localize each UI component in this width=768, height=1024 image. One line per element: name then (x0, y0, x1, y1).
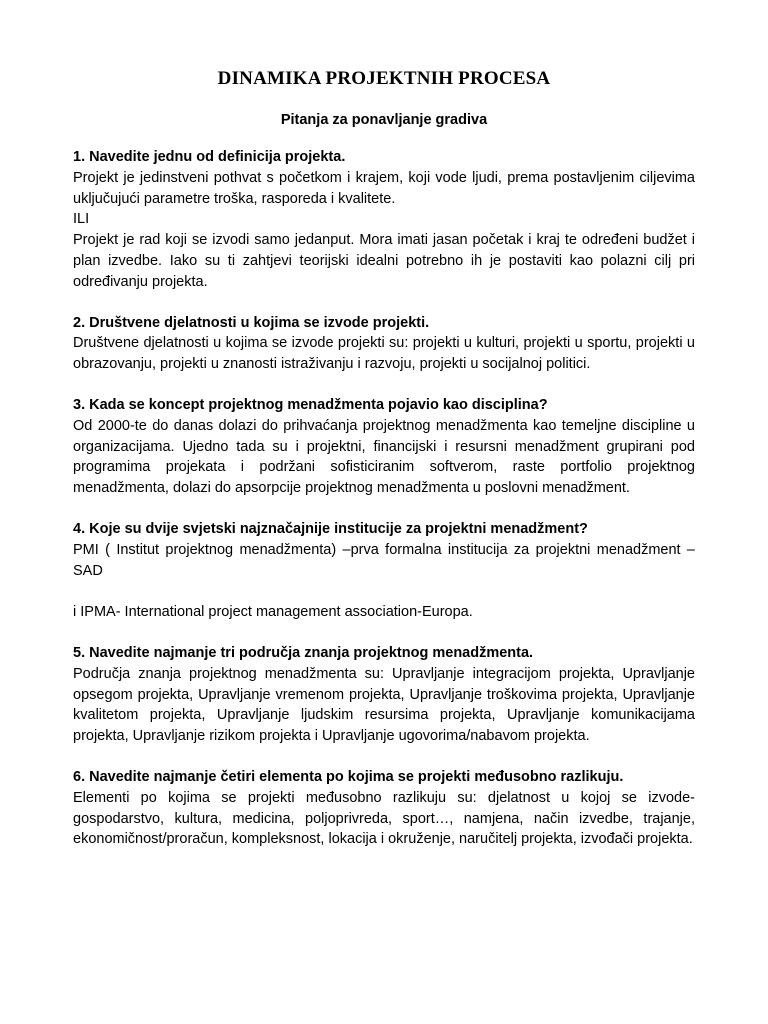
answer-paragraph: Društvene djelatnosti u kojima se izvode projekti su: projekti u kulturi, projekti u sportu, projekti u obrazovanju, projekti u znanosti istraživanju i razvoju, projekti u socijalnoj politici. (73, 335, 695, 373)
question-heading: 2. Društvene djelatnosti u kojima se izvode projekti. (73, 314, 430, 331)
document-subtitle: Pitanja za ponavljanje gradiva (280, 112, 488, 128)
answer-paragraph: i IPMA- International project management association-Europa. (73, 604, 473, 621)
question-section-6 (73, 767, 695, 850)
question-heading: 3. Kada se koncept projektnog menadžmenta pojavio kao disciplina? (73, 396, 548, 413)
question-section-2 (73, 313, 695, 375)
answer-paragraph: Projekt je jedinstveni pothvat s početkom i krajem, koji vode ljudi, prema postavljenim ciljevima uključujući parametre troška, rasporeda i kvalitete. (73, 169, 695, 207)
question-heading: 5. Navedite najmanje tri područja znanja projektnog menadžmenta. (73, 644, 534, 661)
answer-paragraph: ILI (73, 211, 90, 228)
question-section-3 (73, 395, 695, 499)
question-section-1 (73, 147, 695, 293)
answer-paragraph: Područja znanja projektnog menadžmenta su: Upravljanje integracijom projekta, Upravljanje opsegom projekta, Upravljanje vremenom projekta, Upravljanje troškovima projekta, Upravljanje kvalitetom projekta, Upravljanje ljudskim resursima projekta, Upravljanje komunikacijama projekta, Upravljanje rizikom projekta i Upravljanje ugovorima/nabavom projekta. (73, 665, 695, 745)
answer-paragraph: Elementi po kojima se projekti međusobno razlikuju su: djelatnost u kojoj se izvode-gospodarstvo, kultura, medicina, poljoprivreda, sport…, namjena, način izvedbe, trajanje, ekonomičnost/proračun, kompleksnost, lokacija i okruženje, naručitelj projekta, izvođači projekta. (73, 789, 695, 848)
document-title: DINAMIKA PROJEKTNIH PROCESA (217, 68, 551, 89)
question-section-4 (73, 519, 695, 623)
question-section-5 (73, 643, 695, 747)
answer-paragraph: PMI ( Institut projektnog menadžmenta) –prva formalna institucija za projektni menadžment –SAD (73, 541, 695, 579)
question-heading: 1. Navedite jednu od definicija projekta. (73, 149, 346, 165)
question-heading: 6. Navedite najmanje četiri elementa po kojima se projekti međusobno razlikuju. (73, 768, 624, 785)
question-heading: 4. Koje su dvije svjetski najznačajnije institucije za projektni menadžment? (73, 520, 588, 537)
answer-paragraph: Projekt je rad koji se izvodi samo jedanput. Mora imati jasan početak i kraj te određeni budžet i plan izvedbe. Iako su ti zahtjevi teorijski idealni potrebno ih je postaviti kao polazni cilj pri određivanju projekta. (73, 232, 695, 290)
answer-paragraph: Od 2000-te do danas dolazi do prihvaćanja projektnog menadžmenta kao temeljne discipline u organizacijama. Ujedno tada su i projektni, financijski i resursni menadžment grupirani pod programima projekata i podržani sofisticiranim softverom, raste portfolio projektnog menadžmenta, dolazi do apsorpcije projektnog menadžmenta u poslovni menadžment. (73, 417, 695, 497)
